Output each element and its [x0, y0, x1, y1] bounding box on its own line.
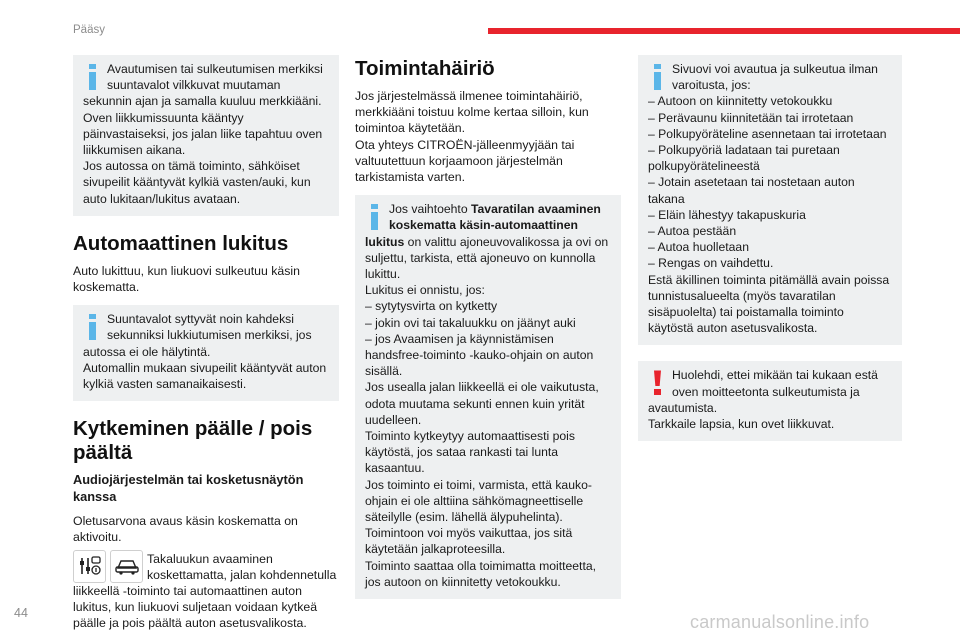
info-icon: [654, 64, 661, 88]
note-line: Toimintoon voi myös vaikuttaa, jos sitä käytetään jalkaproteesilla.: [365, 526, 573, 557]
note-line: Toiminto saattaa olla toimimatta moitteetta, jos autoon on kiinnitetty vetokoukku.: [365, 558, 596, 589]
malfunction-text-2: Ota yhteys CITROËN-jälleenmyyjään tai valtuutettuun korjaamoon järjestelmän tarkistamista varten.: [355, 137, 575, 185]
note-line: liikkumisen aikana.: [83, 143, 186, 158]
note-line: sekunnin ajan ja samalla kuuluu merkkiääni.: [83, 94, 322, 109]
note-line: Estä äkillinen toiminta pitämällä avain poissa tunnistusalueelta (myös tavaratilan sisäpuolelta) tai poistamalla toiminto käytöstä auton asetusvalikosta.: [648, 272, 890, 336]
note-line: kylkiä vasten samanaikaisesti.: [83, 377, 247, 392]
note-lead-bold: Tavaratilan avaaminen koskematta käsin-automaattinen: [389, 202, 601, 233]
note-line: Lukitus ei onnistu, jos:: [365, 283, 485, 298]
note-line: autossa ei ole hälytintä.: [83, 344, 211, 359]
note-line: auto lukitaan/lukitus avataan.: [83, 191, 241, 206]
info-icon: [89, 64, 96, 88]
note-line: [365, 234, 611, 283]
header-accent-bar: [488, 28, 960, 34]
page-number: 44: [14, 606, 28, 620]
note-line: päinvastaiseksi, jos jalan liike tapahtuu oven: [83, 126, 323, 141]
icon-row-rest: liikkeellä -toiminto tai automaattinen auton lukitus, kun liukuovi suljetaan voidaan kytkeä päälle ja pois päältä auton asetusvalikosta.: [73, 584, 318, 631]
section-title-malfunction: Toimintahäiriö: [355, 57, 495, 80]
note-lead-prefix: Jos vaihtoehto: [389, 202, 471, 217]
note-line: – Autoon on kiinnitetty vetokoukku: [648, 94, 833, 109]
info-note-auto-lock: [355, 195, 621, 599]
note-line: – Eläin lähestyy takapuskuria: [648, 207, 806, 222]
note-line: sivupeilit kääntyvät kylkiä vasten/auki, kun: [83, 175, 311, 190]
info-icon: [371, 204, 378, 228]
note-lead-text: [389, 201, 611, 233]
note-lead-text: Huolehdi, ettei mikään tai kukaan estä oven moitteetonta sulkeutumista ja: [672, 368, 878, 399]
column-2: [355, 55, 621, 615]
note-line: Jos autossa on tämä toiminto, sähköiset: [83, 159, 300, 174]
note-lead-text: Avautumisen tai sulkeutumisen merkiksi suuntavalot vilkkuvat muutaman: [107, 62, 323, 93]
icon-row-text: Takaluukun avaaminen koskettamatta, jalan kohdennetulla: [147, 551, 337, 582]
note-line: – Autoa pestään: [648, 224, 737, 239]
running-header: Pääsy: [73, 24, 105, 36]
toggle-icon-paragraph: [73, 550, 339, 632]
note-lead-rest: on valittu ajoneuvovalikossa ja ovi on suljettu, tarkista, että ajoneuvo on kunnolla lukittu.: [365, 234, 609, 282]
note-line: Oven liikkumissuunta kääntyy: [83, 110, 244, 125]
note-lead-bold-2: lukitus: [365, 234, 405, 249]
note-line: – Polkupyöräteline asennetaan tai irrotetaan: [648, 126, 887, 141]
note-line: Jos toiminto ei toimi, varmista, että kauko-ohjain ei ole alttiina sähkömagneettiselle säteilylle (esim. lähellä älypuhelinta).: [365, 477, 592, 525]
info-icon: [89, 314, 96, 338]
note-line: Automallin mukaan sivupeilit kääntyvät auton: [83, 360, 327, 375]
warning-icon: [654, 370, 661, 394]
column-1: [73, 55, 339, 640]
note-line: Jos usealla jalan liikkeellä ei ole vaikutusta, odota muutama sekunti ennen kuin yrität uudelleen.: [365, 380, 599, 427]
section-title-toggle: Kytkeminen päälle / pois päältä: [73, 417, 313, 465]
malfunction-text-1: Jos järjestelmässä ilmenee toimintahäiriö, merkkiääni toistuu kolme kertaa silloin, kun toimintoa käytetään.: [355, 89, 589, 136]
watermark: carmanualsonline.info: [690, 612, 870, 632]
note-line: – jokin ovi tai takaluukku on jäänyt auki: [365, 315, 576, 330]
note-line: – Rengas on vaihdettu.: [648, 256, 774, 271]
note-line: avautumista.: [648, 400, 718, 415]
note-line: – Perävaunu kiinnitetään tai irrotetaan: [648, 110, 854, 125]
section-title-auto-lock: Automaattinen lukitus: [73, 231, 289, 255]
toggle-default-text: Oletusarvona avaus käsin koskematta on aktivoitu.: [73, 514, 298, 545]
settings-icon: [73, 550, 106, 583]
auto-lock-text: Auto lukittuu, kun liukuovi sulkeutuu käsin koskematta.: [73, 263, 300, 295]
note-line: – Autoa huolletaan: [648, 240, 749, 255]
car-icon: [110, 550, 143, 583]
info-note-lock-signal: [73, 305, 339, 401]
info-note-indicators: [73, 55, 339, 216]
note-line: – Jotain asetetaan tai nostetaan auton takana: [648, 175, 855, 206]
note-line: Tarkkaile lapsia, kun ovet liikkuvat.: [648, 417, 835, 432]
note-lead-text: Sivuovi voi avautua ja sulkeutua ilman varoitusta, jos:: [672, 62, 878, 93]
warning-note-door: [638, 361, 902, 441]
note-line: – jos Avaamisen ja käynnistämisen handsfree-toiminto -kauko-ohjain on auton sisällä.: [365, 331, 594, 379]
note-line: – sytytysvirta on kytketty: [365, 299, 498, 314]
toggle-subhead: Audiojärjestelmän tai kosketusnäytön kanssa: [73, 472, 304, 504]
note-line: – Polkupyöriä ladataan tai puretaan polkupyörätelineestä: [648, 143, 840, 174]
note-lead-text: Suuntavalot syttyvät noin kahdeksi sekunniksi lukkiutumisen merkiksi, jos: [107, 312, 312, 343]
info-note-side-door: [638, 55, 902, 345]
column-3: [638, 55, 902, 457]
note-line: Toiminto kytkeytyy automaattisesti pois käytöstä, jos sataa rankasti tai lunta kasaantuu.: [365, 429, 575, 476]
